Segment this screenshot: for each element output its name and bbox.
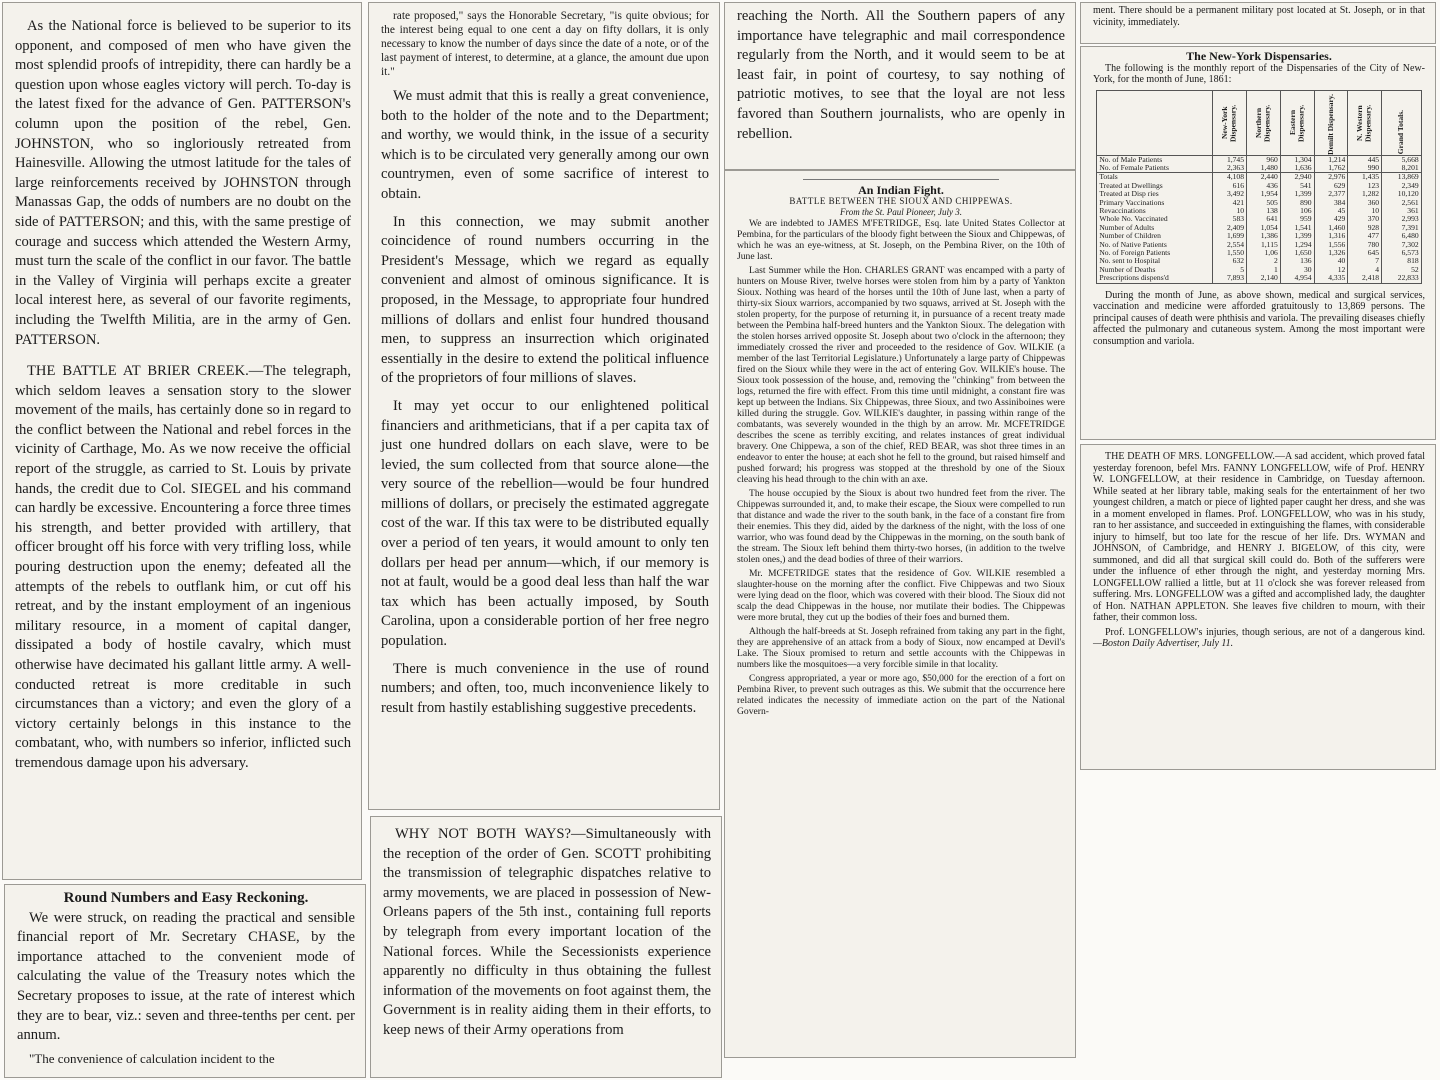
table-cell: 7 — [1348, 257, 1382, 265]
column-rule — [803, 177, 1000, 181]
longfellow-source: —Boston Daily Advertiser, July 11. — [1093, 638, 1234, 649]
round-numbers-p1: We must admit that this is really a great convenience, both to the holder of the note and to the Department; and worthy, we would think, in the issue of a security which is to be circulated very generally among our own countrymen, even of some sacrifice of interest to obtain. — [381, 88, 709, 202]
table-cell: 1,460 — [1314, 224, 1348, 232]
longfellow-text: —A sad accident, which proved fatal yesterday forenoon, befel Mrs. FANNY LONGFELLOW, wife of Prof. HENRY W. LONGFELLOW, at their residence in Cambridge, on Tuesday afternoon. While seated at her library table, making seals for the entertainment of her two youngest children, a match or piece of lighted paper caught her dress, and she was in a moment enveloped in flames. Prof. LONGFELLOW, who was in his study, ran to her assistance, and succeeded in extinguishing the flames, with considerable injury to himself, but too late for the rescue of her life. Drs. WYMAN and JOHNSON, of Cambridge, and HENRY J. BIGELOW, of this city, were summoned, and did all that surgical skill could do. Both of the sufferers were under the influence of ether through the night, and yesterday morning Mrs. LONGFELLOW rallied a little, but at 11 o'clock she was forever released from suffering. Mrs. LONGFELLOW was a gifted and accomplished lady, the daughter of Hon. NATHAN APPLETON. She leaves five children to mourn, with their father, their common loss. — [1093, 451, 1425, 623]
table-cell: 629 — [1314, 182, 1348, 190]
clip-dispensaries — [1080, 46, 1436, 440]
table-cell: 4 — [1348, 266, 1382, 274]
round-numbers-p2: In this connection, we may submit another coincidence of round numbers occurring in the President's Message, which we regard as equally convenient and almost of ominous significance. It is proposed, in the Message, to appropriate four hundred millions of dollars and enlist four hundred thousand men, to suppress an insurrection which originated essentially in the desire to extend the political influence of the proprietors of four millions of slaves. — [381, 213, 709, 387]
table-cell: 2,976 — [1314, 173, 1348, 182]
table-cell: 4,335 — [1314, 274, 1348, 283]
dispensaries-summary: During the month of June, as above shown, medical and surgical services, vaccination and medicine were afforded gratuitously to 13,869 persons. The principal causes of death were phthisis and variola. The prevailing diseases chiefly affected the pulmonary and cutaneous system. Among the most important were consumption and variola. — [1093, 289, 1425, 347]
why-text: —Simultaneously with the reception of the order of Gen. SCOTT prohibiting the transmission of telegraphic dispatches relative to army movements, we are placed in possession of New-Orleans papers of the 5th inst., containing full reports by telegraph from every important location of the National forces. While the Secessionists experience apparently no difficulty in thus obtaining the fullest information of the movements on foot against them, the Government is in reality aiding them in their efforts, to keep news of their Army operations from — [383, 826, 711, 1038]
table-cell: 370 — [1348, 215, 1382, 223]
table-cell: 8,201 — [1382, 164, 1422, 173]
southern-papers-cont: reaching the North. All the Southern papers of any importance have telegraphic and mail correspondence regularly from the North, and it would seem to be at least fair, in point of courtesy, to say nothing of patriotic motives, to see that the loyal are not less favored than Southern journalists, who are openly in rebellion. — [737, 8, 1065, 142]
longfellow-p2 — [1093, 627, 1425, 650]
table-cell: 421 — [1213, 199, 1247, 207]
table-cell: 22,833 — [1382, 274, 1422, 283]
clip-indian-fight — [724, 170, 1076, 1058]
table-cell: 990 — [1348, 164, 1382, 173]
indian-fight-p4: Mr. MCFETRIDGE states that the residence of Gov. WILKIE resembled a slaughter-house on the morning after the conflict. Five Chippewas and two Sioux were lying dead on the floor, which was covered with their blood. The Sioux did not scalp the dead Chippewas in the house, nor mutilate their bodies. The Chippewas were more brutal, they cut up the bodies of their foes and burned them. — [737, 568, 1065, 623]
why-not-both-ways — [383, 825, 711, 1041]
table-cell: 1,294 — [1280, 241, 1314, 249]
round-numbers-title: Round Numbers and Easy Reckoning. — [63, 890, 309, 906]
table-cell: 1,550 — [1213, 249, 1247, 257]
table-cell: 1,480 — [1247, 164, 1281, 173]
round-numbers-p3: It may yet occur to our enlightened political financiers and arithmeticians, that if a per capita tax of just one hundred dollars on each slave, were to be levied, the sum collected from that source alone—the very source of the rebellion—would be four hundred millions of dollars, or precisely the estimated aggregate cost of the war. If this tax were to be distributed equally over a period of ten years, it would amount to only ten dollars per head per annum—which, if our memory is not at fault, would be a good deal less than half the war tax which has been actually imposed, by South Carolina, upon a considerable portion of her free negro population. — [381, 397, 709, 650]
table-cell: 1,386 — [1247, 232, 1281, 240]
table-cell: 1,115 — [1247, 241, 1281, 249]
table-cell: 10 — [1348, 207, 1382, 215]
table-cell: 1,282 — [1348, 190, 1382, 198]
table-header-label: Northern Dispensary. — [1254, 103, 1272, 142]
table-cell: 632 — [1213, 257, 1247, 265]
table-row-label: No. of Native Patients — [1097, 241, 1213, 249]
table-cell: 2,363 — [1213, 164, 1247, 173]
indian-fight-p3: The house occupied by the Sioux is about two hundred feet from the river. The Chippewas surrounded it, and, to make their escape, the Sioux were compelled to run that distance and wade the river to the south bank, in the face of a constant fire from their enemies. This they did, aided by the darkness of the night, with the loss of one warrior, who was found dead by the Chippewas in the morning, on the south bank of the stream. The Sioux left behind them thirty-two horses, (in addition to the twelve stolen ones,) and the dead bodies of three of their warriors. — [737, 488, 1065, 565]
table-cell: 1 — [1247, 266, 1281, 274]
table-cell: 7,893 — [1213, 274, 1247, 283]
article-brier-creek — [15, 362, 351, 773]
table-cell: 2,561 — [1382, 199, 1422, 207]
table-cell: 583 — [1213, 215, 1247, 223]
table-cell: 2 — [1247, 257, 1281, 265]
table-row — [1097, 274, 1421, 283]
table-row-label: No. of Male Patients — [1097, 155, 1213, 164]
article-national-force: As the National force is believed to be superior to its opponent, and composed of men who have given the most splendid proofs of intrepidity, there can hardly be a question upon whose eagles victory will perch. To-day is the latest fixed for the advance of Gen. PATTERSON's column upon the position of the rebel, Gen. JOHNSTON, who so ingloriously retreated from Hainesville. Allowing the utmost latitude for the tales of large reinforcements received by JOHNSTON through Manassas Gap, the odds of numbers are no doubt on the side of PATTERSON; and this, with the same prestige of courage and success which attended the Western Army, must turn the scale of the conflict in our favor. The battle in the Valley of Virginia will perhaps excite a greater local interest here, as several of our favorite regiments, including the Twelfth Militia, are in the army of Gen. PATTERSON. — [15, 18, 351, 348]
indian-fight-source: From the St. Paul Pioneer, July 3. — [840, 207, 962, 217]
table-cell: 1,636 — [1280, 164, 1314, 173]
table-cell: 505 — [1247, 199, 1281, 207]
table-cell: 477 — [1348, 232, 1382, 240]
table-row-label: Treated at Disp ries — [1097, 190, 1213, 198]
table-cell: 1,762 — [1314, 164, 1348, 173]
table-cell: 1,326 — [1314, 249, 1348, 257]
table-cell: 429 — [1314, 215, 1348, 223]
table-row-label: No. of Female Patients — [1097, 164, 1213, 173]
table-cell: 1,650 — [1280, 249, 1314, 257]
clip-longfellow — [1080, 444, 1436, 770]
table-header-label: Eastern Dispensary. — [1287, 103, 1306, 142]
table-cell: 138 — [1247, 207, 1281, 215]
table-cell: 4,108 — [1213, 173, 1247, 182]
table-cell: 1,699 — [1213, 232, 1247, 240]
clip-why-not-both-ways — [370, 816, 722, 1078]
table-row-label: No. sent to Hospital — [1097, 257, 1213, 265]
table-cell: 541 — [1280, 182, 1314, 190]
table-cell: 641 — [1247, 215, 1281, 223]
table-cell: 5 — [1213, 266, 1247, 274]
table-cell: 30 — [1280, 266, 1314, 274]
why-title: WHY NOT BOTH WAYS? — [395, 826, 571, 842]
table-cell: 7,391 — [1382, 224, 1422, 232]
table-corner — [1097, 90, 1213, 155]
table-cell: 6,480 — [1382, 232, 1422, 240]
indian-fight-title: An Indian Fight. — [858, 183, 944, 197]
table-cell: 13,869 — [1382, 173, 1422, 182]
table-cell: 6,573 — [1382, 249, 1422, 257]
table-cell: 40 — [1314, 257, 1348, 265]
table-cell: 2,409 — [1213, 224, 1247, 232]
table-cell: 2,993 — [1382, 215, 1422, 223]
table-cell: 52 — [1382, 266, 1422, 274]
longfellow-injuries: Prof. LONGFELLOW's injuries, though serious, are not of a dangerous kind. — [1105, 626, 1425, 638]
table-row-label: Number of Adults — [1097, 224, 1213, 232]
table-cell: 7,302 — [1382, 241, 1422, 249]
table-cell: 360 — [1348, 199, 1382, 207]
indian-fight-subtitle: BATTLE BETWEEN THE SIOUX AND CHIPPEWAS. — [789, 196, 1013, 206]
clip-round-numbers-cont — [368, 2, 720, 810]
table-cell: 1,399 — [1280, 190, 1314, 198]
table-cell: 1,06 — [1247, 249, 1281, 257]
table-cell: 928 — [1348, 224, 1382, 232]
table-header-label: N. Western Dispensary. — [1355, 103, 1373, 142]
table-cell: 136 — [1280, 257, 1314, 265]
table-header — [1213, 90, 1247, 155]
table-cell: 1,399 — [1280, 232, 1314, 240]
clip-national-force — [2, 2, 362, 880]
table-cell: 5,668 — [1382, 155, 1422, 164]
table-cell: 3,492 — [1213, 190, 1247, 198]
table-header — [1247, 90, 1281, 155]
table-cell: 106 — [1280, 207, 1314, 215]
table-cell: 1,556 — [1314, 241, 1348, 249]
table-row-label: No. of Foreign Patients — [1097, 249, 1213, 257]
table-header-label: New-York Dispensary. — [1220, 103, 1238, 142]
military-post-cont: ment. There should be a permanent military post located at St. Joseph, or in that vicinity, immediately. — [1093, 5, 1425, 28]
table-row-label: Whole No. Vaccinated — [1097, 215, 1213, 223]
table-cell: 123 — [1348, 182, 1382, 190]
indian-fight-p6: Congress appropriated, a year or more ago, $50,000 for the erection of a fort on Pembina River, to prevent such outrages as this. We submit that the occurrence here related indicates the necessity of immediate action on the part of the National Govern- — [737, 673, 1065, 717]
chase-quote: rate proposed," says the Honorable Secretary, "is quite obvious; for the interest being equal to one cent a day on fifty dollars, it is only necessary to know the number of days since the date of a note, or of the last payment of interest, to determine, at a glance, the amount due upon it." — [381, 10, 709, 78]
table-cell: 384 — [1314, 199, 1348, 207]
table-cell: 2,940 — [1280, 173, 1314, 182]
table-cell: 2,377 — [1314, 190, 1348, 198]
table-cell: 2,140 — [1247, 274, 1281, 283]
table-row-label: Number of Children — [1097, 232, 1213, 240]
table-row-label: Prescriptions dispens'd — [1097, 274, 1213, 283]
dispensaries-title: The New-York Dispensaries. — [1186, 49, 1332, 63]
table-header — [1348, 90, 1382, 155]
dispensary-table — [1096, 90, 1421, 284]
table-row-label: Totals — [1097, 173, 1213, 182]
table-cell: 1,435 — [1348, 173, 1382, 182]
table-cell: 1,214 — [1314, 155, 1348, 164]
table-cell: 1,954 — [1247, 190, 1281, 198]
table-cell: 445 — [1348, 155, 1382, 164]
table-row-label: Number of Deaths — [1097, 266, 1213, 274]
table-cell: 645 — [1348, 249, 1382, 257]
brier-creek-text: —The telegraph, which seldom leaves a sensation story to the slower movement of the mails, has certainly done so in regard to the conflict between the National and rebel forces in the vicinity of Carthage, Mo. As we now receive the official report of the struggle, as carried to St. Louis by private hands, the credit due to Col. SIEGEL and his command can hardly be excessive. Encountering a force three times his strength, and better provided with artillery, that officer brought off his force with very trifling loss, while pouring destruction upon the enemy; defeated all the attempts of the rebels to outflank him, or cut off his retreat, and by the instant employment of an ingenious military resource, in a moment of capital danger, dissipated a body of hostile cavalry, which must otherwise have decimated his gallant little army. A well-conducted retreat is more creditable in such circumstances than a victory; and even the glory of a victory certainly belongs in this instance to the combatant, who, with numbers so inferior, inflicted such tremendous damage upon his adversary. — [15, 363, 351, 771]
table-header — [1314, 90, 1348, 155]
table-cell: 2,554 — [1213, 241, 1247, 249]
table-cell: 1,541 — [1280, 224, 1314, 232]
table-cell: 45 — [1314, 207, 1348, 215]
table-cell: 1,745 — [1213, 155, 1247, 164]
table-cell: 436 — [1247, 182, 1281, 190]
round-numbers-quote: "The convenience of calculation incident to the — [29, 1050, 275, 1066]
table-cell: 4,954 — [1280, 274, 1314, 283]
dispensaries-intro: The following is the monthly report of the Dispensaries of the City of New-York, for the month of June, 1861: — [1093, 62, 1425, 85]
table-row-label: Primary Vaccinations — [1097, 199, 1213, 207]
table-header — [1382, 90, 1422, 155]
table-cell: 2,349 — [1382, 182, 1422, 190]
table-cell: 780 — [1348, 241, 1382, 249]
table-cell: 12 — [1314, 266, 1348, 274]
table-cell: 959 — [1280, 215, 1314, 223]
indian-fight-p5: Although the half-breeds at St. Joseph refrained from taking any part in the fight, they are apprehensive of an attack from a body of Sioux, now encamped at Devil's Lake. The Sioux promised to return and settle accounts with the Chippewas in numbers like the mosquitoes—a very forcible simile in that locality. — [737, 626, 1065, 670]
table-cell: 2,418 — [1348, 274, 1382, 283]
table-cell: 2,440 — [1247, 173, 1281, 182]
table-cell: 960 — [1247, 155, 1281, 164]
indian-fight-p2: Last Summer while the Hon. CHARLES GRANT was encamped with a party of hunters on Mouse River, twelve horses were stolen from him by a party of Yankton Sioux. Nothing was heard of the horses until the 10th of June last, when a party of thirty-six Sioux warriors, accompanied by two squaws, arrived at St. Joseph with the stolen property, for the purpose of returning it, in pursuance of a recent treaty made between the Pembina half-breed hunters and the Yankton Sioux. The delegation with the stolen horses arrived opposite St. Joseph about two o'clock in the afternoon; they immediately crossed the river and proceeded to the residence of Gov. WILKIE (a member of the last Territorial Legislature.) Unfortunately a large party of Chippewas fired on the Sioux while they were in the act of entering Gov. WILKIE's house. The Sioux took possession of the house, and, removing the "chinking" from between the logs, returned the fire with effect. From this time until midnight, a constant fire was kept up between the Indians. Six Chippewas, three Sioux, and two Assiniboines were killed during the struggle. Gov. WILKIE's daughter, in passing within range of the combatants, was severely wounded in the thigh by an arrow. Mr. MCFETRIDGE describes the scene as terribly exciting, and relates instances of great individual bravery. One Chippewa, a son of the chief, RED BEAR, was shot three times in an endeavor to enter the house; at each shot he fell to the ground, but raised himself and pushed forward; his progress was stopped at the threshold by one of the Sioux cleaving his head through to the chin with an axe. — [737, 265, 1065, 485]
round-numbers-p4: There is much convenience in the use of round numbers; and often, too, much inconvenience likely to result from hastily establishing suggestive precedents. — [381, 660, 709, 716]
table-cell: 1,054 — [1247, 224, 1281, 232]
clip-southern-papers — [724, 2, 1076, 170]
clip-military-post — [1080, 2, 1436, 44]
table-cell: 818 — [1382, 257, 1422, 265]
table-header-label: Demilt Dispensary. — [1325, 93, 1335, 155]
table-cell: 890 — [1280, 199, 1314, 207]
table-cell: 361 — [1382, 207, 1422, 215]
table-cell: 10 — [1213, 207, 1247, 215]
table-cell: 10,120 — [1382, 190, 1422, 198]
round-numbers-text: We were struck, on reading the practical and sensible financial report of Mr. Secretary CHASE, by the importance attached to the convenient mode of calculating the value of the Treasury notes which the Secretary proposes to issue, at the rate of interest which they are to bear, viz.: seven and three-tenths per cent. per annum. — [17, 909, 355, 1044]
table-header-label: Grand Totals. — [1396, 110, 1406, 155]
table-cell: 616 — [1213, 182, 1247, 190]
table-cell: 1,316 — [1314, 232, 1348, 240]
longfellow-p1 — [1093, 451, 1425, 624]
table-header — [1280, 90, 1314, 155]
indian-fight-p1: We are indebted to JAMES M'FETRIDGE, Esq. late United States Collector at Pembina, for the particulars of the bloody fight between the Sioux and Chippewas, of which he was an eye-witness, at St. Joseph, on the Pembina River, on the 10th of June last. — [737, 218, 1065, 262]
table-row-label: Treated at Dwellings — [1097, 182, 1213, 190]
clip-round-numbers — [4, 884, 366, 1078]
table-cell: 1,304 — [1280, 155, 1314, 164]
table-row-label: Revaccinations — [1097, 207, 1213, 215]
brier-creek-title: THE BATTLE AT BRIER CREEK. — [27, 363, 249, 380]
longfellow-title: THE DEATH OF MRS. LONGFELLOW. — [1105, 451, 1275, 462]
